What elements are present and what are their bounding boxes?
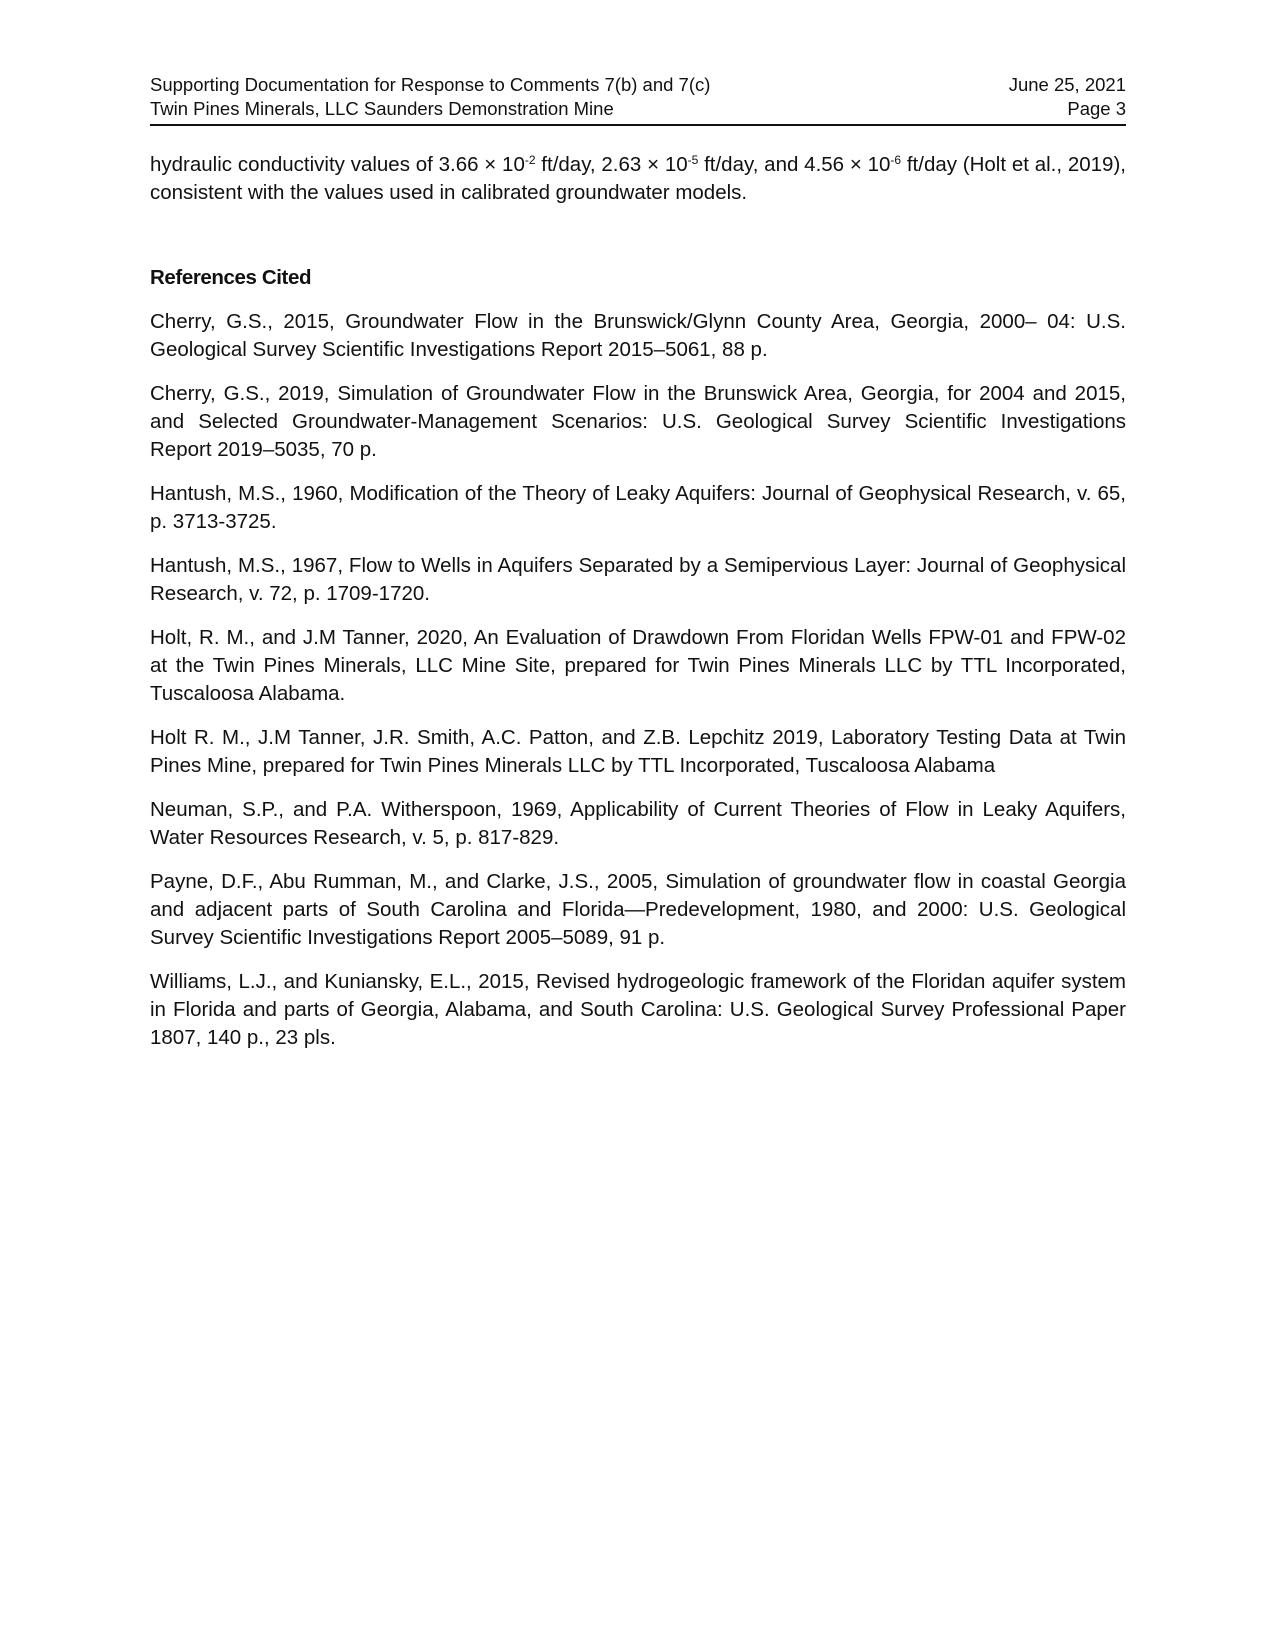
header-page-number: Page 3 — [1067, 98, 1126, 119]
reference-entry: Payne, D.F., Abu Rumman, M., and Clarke, J.S., 2005, Simulation of groundwater flow in coastal Georgia and adjacent parts of South Carolina and Florida—Predevelopment, 1980, and 2000: U.S. Geological Survey Scientific Investigations Report 2005–5089, 91 p. — [150, 870, 1126, 949]
exponent-3: -6 — [890, 153, 902, 167]
references-heading: References Cited — [150, 266, 312, 289]
intro-text-2: ft/day, 2.63 × 10 — [535, 153, 688, 176]
header-title-line2: Twin Pines Minerals, LLC Saunders Demonstration Mine — [150, 98, 614, 119]
header-date: June 25, 2021 — [1008, 74, 1126, 95]
reference-entry: Holt, R. M., and J.M Tanner, 2020, An Evaluation of Drawdown From Floridan Wells FPW-01 and FPW-02 at the Twin Pines Minerals, LLC Mine Site, prepared for Twin Pines Minerals LLC by TTL Incorporated, Tuscaloosa Alabama. — [150, 626, 1126, 705]
reference-entry: Cherry, G.S., 2019, Simulation of Groundwater Flow in the Brunswick Area, Georgia, for 2004 and 2015, and Selected Groundwater-Management Scenarios: U.S. Geological Survey Scientific Investigations Report 2019–5035, 70 p. — [150, 382, 1126, 461]
reference-entry: Hantush, M.S., 1967, Flow to Wells in Aquifers Separated by a Semipervious Layer: Journal of Geophysical Research, v. 72, p. 1709-1720. — [150, 554, 1126, 605]
header-row-2 — [150, 97, 1126, 121]
page-header — [150, 73, 1126, 126]
references-list — [150, 308, 1126, 1052]
reference-entry: Holt R. M., J.M Tanner, J.R. Smith, A.C. Patton, and Z.B. Lepchitz 2019, Laboratory Testing Data at Twin Pines Mine, prepared for Twin Pines Minerals LLC by TTL Incorporated, Tuscaloosa Alabama — [150, 726, 1126, 777]
intro-text-4: ft/day (Holt et al., 2019), consistent with the values used in calibrated groundwater models. — [150, 153, 1126, 204]
intro-paragraph — [150, 151, 1126, 207]
document-page — [150, 73, 1126, 1052]
reference-entry: Cherry, G.S., 2015, Groundwater Flow in the Brunswick/Glynn County Area, Georgia, 2000– 04: U.S. Geological Survey Scientific Investigations Report 2015–5061, 88 p. — [150, 310, 1126, 361]
intro-text-1: hydraulic conductivity values of 3.66 × 10 — [150, 153, 525, 176]
reference-entry: Neuman, S.P., and P.A. Witherspoon, 1969, Applicability of Current Theories of Flow in Leaky Aquifers, Water Resources Research, v. 5, p. 817-829. — [150, 798, 1126, 849]
reference-entry: Hantush, M.S., 1960, Modification of the Theory of Leaky Aquifers: Journal of Geophysical Research, v. 65, p. 3713-3725. — [150, 482, 1126, 533]
intro-text-3: ft/day, and 4.56 × 10 — [698, 153, 891, 176]
exponent-1: -2 — [524, 153, 536, 167]
exponent-2: -5 — [687, 153, 699, 167]
header-title-line1: Supporting Documentation for Response to Comments 7(b) and 7(c) — [150, 74, 711, 95]
reference-entry: Williams, L.J., and Kuniansky, E.L., 2015, Revised hydrogeologic framework of the Floridan aquifer system in Florida and parts of Georgia, Alabama, and South Carolina: U.S. Geological Survey Professional Paper 1807, 140 p., 23 pls. — [150, 970, 1126, 1049]
header-row-1 — [150, 73, 1126, 97]
